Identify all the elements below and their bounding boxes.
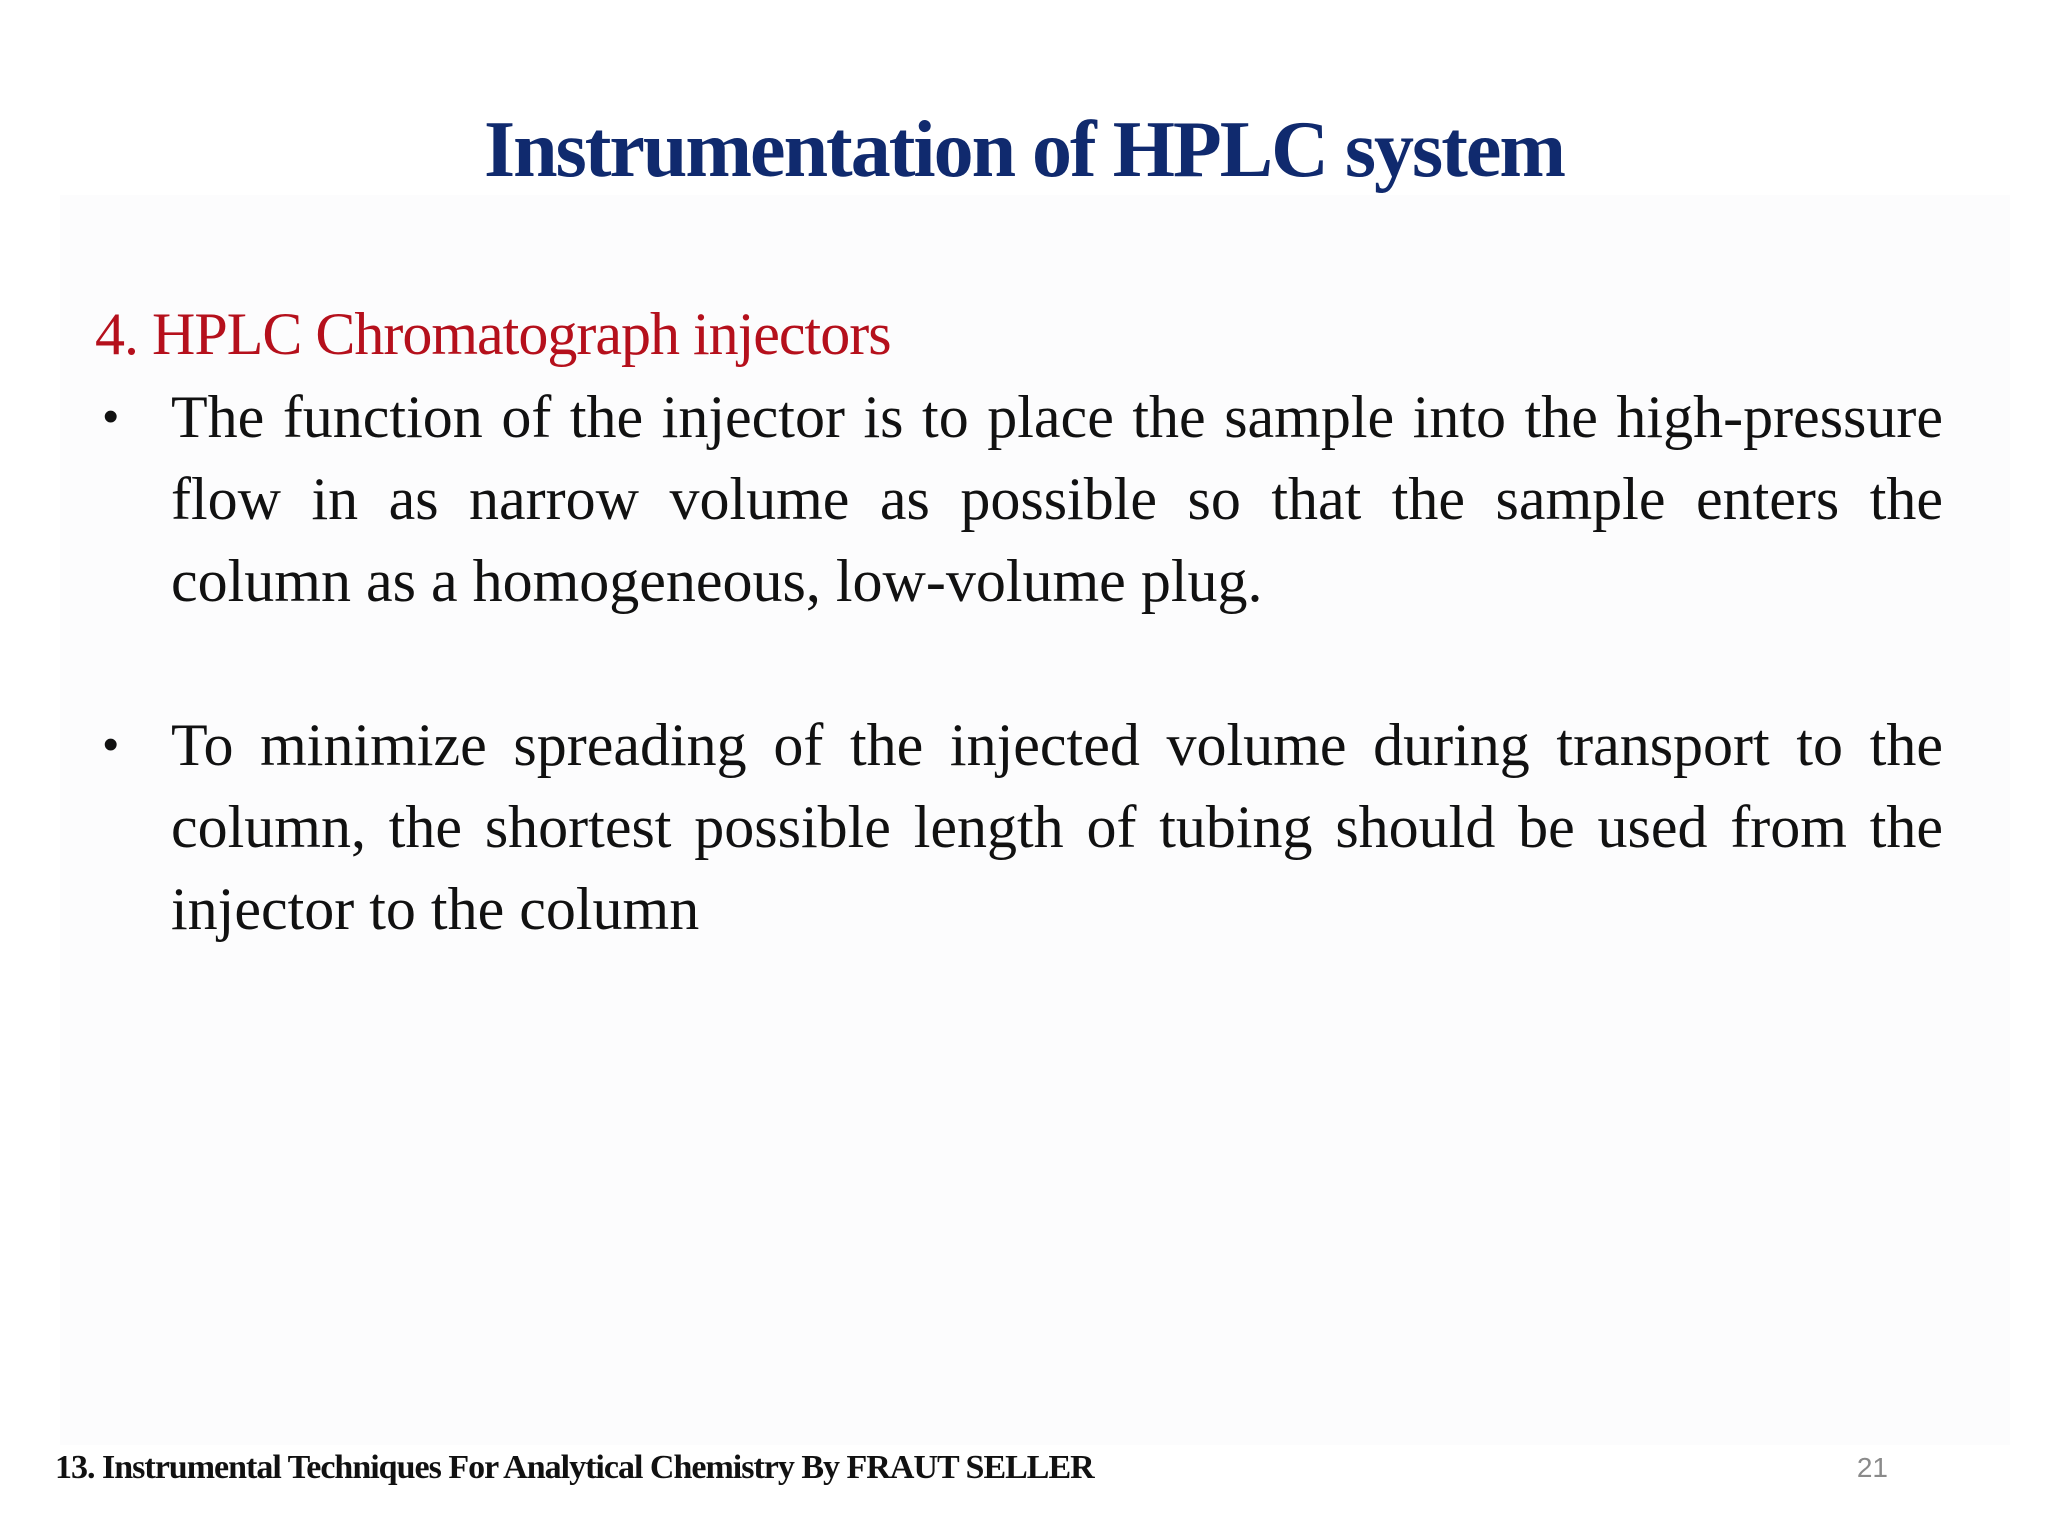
- bullet-text: To minimize spreading of the injected volume during transport to the column, the shortest possible length of tubing should be used from the injector to the column: [171, 712, 1943, 942]
- bullet-item: [95, 376, 1943, 622]
- footer-source-text: 13. Instrumental Techniques For Analytical Chemistry By FRAUT SELLER: [55, 1449, 1094, 1486]
- slide-title: Instrumentation of HPLC system: [484, 106, 1564, 194]
- section-heading: 4. HPLC Chromatograph injectors: [95, 301, 891, 367]
- bullet-point-icon: •: [103, 720, 119, 769]
- bullet-text: The function of the injector is to place the sample into the high-pressure flow in as narrow volume as possible so that the sample enters the column as a homogeneous, low-volume plug.: [171, 384, 1943, 614]
- bullet-point-icon: •: [103, 392, 119, 441]
- bullet-list: [95, 376, 1943, 950]
- page-number: 21: [1856, 1452, 1888, 1483]
- bullet-item: [95, 704, 1943, 950]
